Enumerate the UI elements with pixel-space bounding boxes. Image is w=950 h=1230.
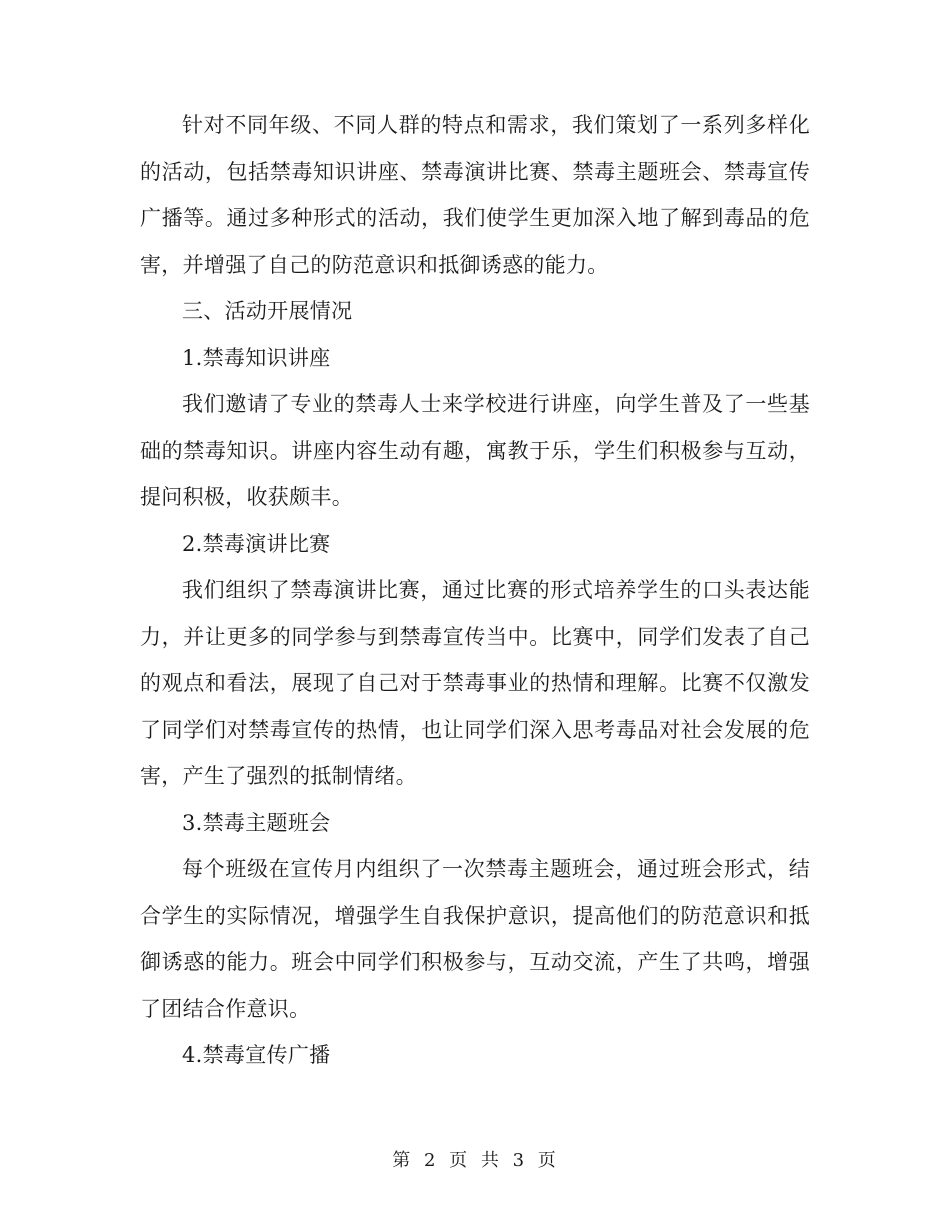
subheading-broadcast: 4.禁毒宣传广播 [182, 1043, 331, 1067]
paragraph-activity-overview: 针对不同年级、不同人群的特点和需求，我们策划了一系列多样化的活动，包括禁毒知识讲座、禁毒演讲比赛、禁毒主题班会、禁毒宣传广播等。通过多种形式的活动，我们使学生更加深入地了解到毒品的危害，并增强了自己的防范意识和抵御诱惑的能力。 [140, 113, 810, 277]
subheading-lecture: 1.禁毒知识讲座 [182, 345, 331, 370]
paragraph-lecture: 我们邀请了专业的禁毒人士来学校进行讲座，向学生普及了一些基础的禁毒知识。讲座内容生动有趣，寓教于乐，学生们积极参与互动，提问积极，收获颇丰。 [140, 392, 810, 509]
paragraph-speech-contest: 我们组织了禁毒演讲比赛，通过比赛的形式培养学生的口头表达能力，并让更多的同学参与到禁毒宣传当中。比赛中，同学们发表了自己的观点和看法，展现了自己对于禁毒事业的热情和理解。比赛不仅激发了同学们对禁毒宣传的热情，也让同学们深入思考毒品对社会发展的危害，产生了强烈的抵制情绪。 [140, 578, 810, 788]
document-body [140, 102, 810, 1079]
subheading-speech-contest: 2.禁毒演讲比赛 [182, 531, 331, 556]
section-heading-activities: 三、活动开展情况 [182, 299, 353, 323]
paragraph-class-meeting: 每个班级在宣传月内组织了一次禁毒主题班会，通过班会形式，结合学生的实际情况，增强学生自我保护意识，提高他们的防范意识和抵御诱惑的能力。班会中同学们积极参与，互动交流，产生了共鸣，增强了团结合作意识。 [140, 857, 810, 1021]
page-footer: 第 2 页 共 3 页 [392, 1150, 558, 1171]
subheading-class-meeting: 3.禁毒主题班会 [182, 810, 331, 835]
